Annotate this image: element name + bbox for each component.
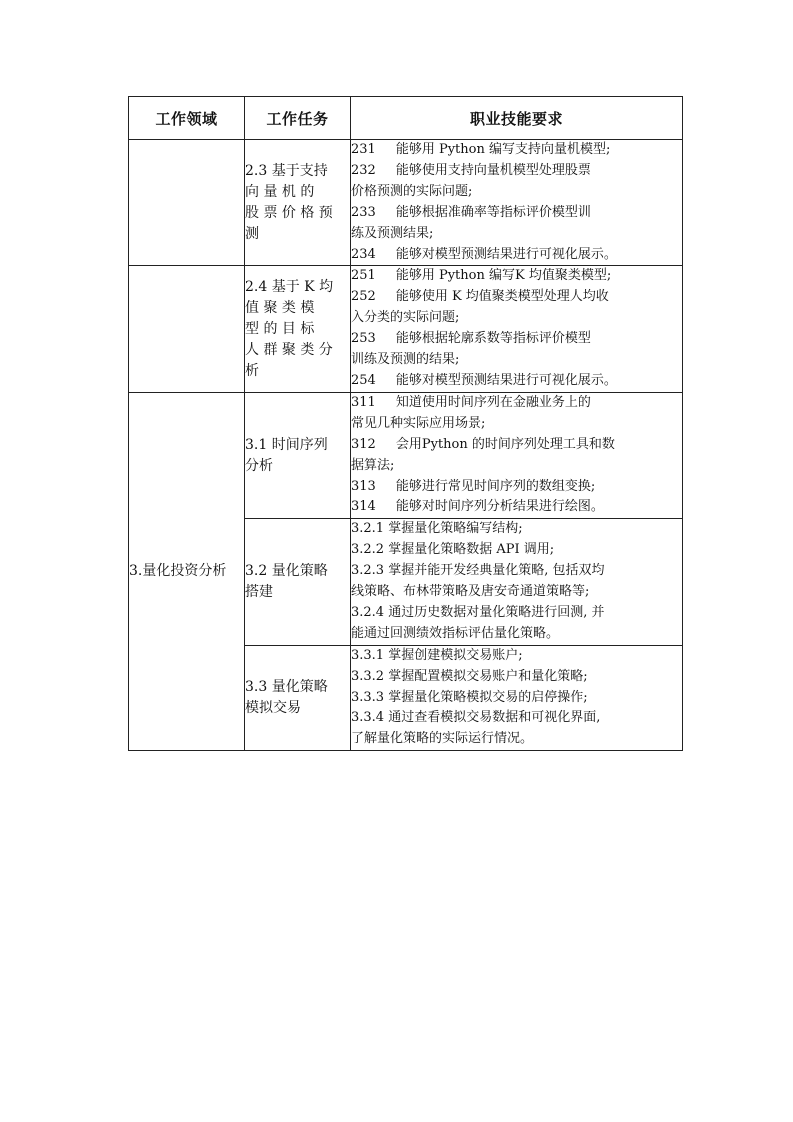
skills-cell [351, 645, 683, 751]
table-row [129, 140, 683, 266]
skill-text: 线策略、布林带策略及唐安奇通道策略等; [351, 584, 590, 600]
skill-text: 能够用 Python 编写支持向量机模型; [395, 142, 611, 157]
task-cell [245, 266, 351, 392]
skill-line [351, 161, 682, 182]
skill-number: 314 [351, 499, 376, 515]
header-domain: 工作领域 [129, 97, 245, 140]
skill-line [351, 393, 682, 414]
domain-cell: 3.量化投资分析 [129, 392, 245, 750]
skills-cell [351, 392, 683, 518]
skill-line [351, 414, 682, 435]
skill-line [351, 497, 682, 518]
skill-line [351, 203, 682, 224]
task-line: 人 群 聚 类 分 [245, 341, 333, 358]
task-line: 股 票 价 格 预 [245, 204, 333, 221]
skill-number: 252 [351, 289, 376, 305]
skill-text: 3.3.3 掌握量化策略模拟交易的启停操作; [351, 689, 588, 705]
domain-cell [129, 266, 245, 392]
skill-line [351, 582, 682, 603]
skill-text: 能够进行常见时间序列的数组变换; [395, 478, 596, 494]
skill-text: 3.2.4 通过历史数据对量化策略进行回测, 并 [351, 604, 605, 620]
skill-number: 312 [351, 436, 376, 452]
task-cell [245, 140, 351, 266]
task-line: 模拟交易 [245, 700, 301, 717]
skill-text: 能够根据轮廓系数等指标评价模型 [395, 331, 591, 347]
skills-requirements-table [128, 96, 683, 751]
skills-cell [351, 140, 683, 266]
skills-cell [351, 519, 683, 645]
skill-number: 234 [351, 246, 376, 262]
skill-text: 了解量化策略的实际运行情况。 [351, 731, 534, 747]
task-cell [245, 645, 351, 751]
skill-text: 能通过回测绩效指标评估量化策略。 [351, 625, 560, 641]
skill-line [351, 224, 682, 245]
skill-line [351, 603, 682, 624]
skill-line [351, 646, 682, 667]
skill-number: 231 [351, 142, 376, 157]
skill-text: 3.2.2 掌握量化策略数据 API 调用; [351, 542, 555, 558]
skill-text: 入分类的实际问题; [351, 310, 460, 326]
skill-text: 能够用 Python 编写K 均值聚类模型; [395, 268, 612, 284]
skill-line [351, 182, 682, 203]
skill-text: 据算法; [351, 457, 395, 473]
skill-number: 311 [351, 394, 376, 410]
task-line: 型 的 目 标 [245, 320, 315, 337]
skill-line [351, 350, 682, 371]
task-line: 值 聚 类 模 [245, 299, 315, 316]
skill-text: 价格预测的实际问题; [351, 183, 473, 199]
skill-number: 232 [351, 162, 376, 178]
skill-text: 3.2.3 掌握并能开发经典量化策略, 包括双均 [351, 563, 605, 579]
task-line: 3.2 量化策略 [245, 563, 328, 580]
skill-number: 253 [351, 331, 376, 347]
skill-line [351, 266, 682, 287]
skill-line [351, 688, 682, 709]
task-line: 向 量 机 的 [245, 183, 315, 200]
skill-line [351, 561, 682, 582]
header-skills: 职业技能要求 [351, 97, 683, 140]
skill-line [351, 329, 682, 350]
skill-line [351, 708, 682, 729]
skill-text: 能够使用支持向量机模型处理股票 [395, 162, 591, 178]
header-task: 工作任务 [245, 97, 351, 140]
table-row [129, 392, 683, 518]
skill-line [351, 540, 682, 561]
task-line: 析 [245, 362, 259, 379]
skill-text: 常见几种实际应用场景; [351, 415, 486, 431]
skill-text: 3.2.1 掌握量化策略编写结构; [351, 521, 523, 537]
skill-text: 会用Python 的时间序列处理工具和数 [395, 436, 615, 452]
skill-line [351, 245, 682, 266]
skill-number: 233 [351, 204, 376, 220]
skill-text: 能够对模型预测结果进行可视化展示。 [395, 246, 617, 262]
task-line: 3.1 时间序列 [245, 436, 328, 453]
skill-text: 训练及预测的结果; [351, 352, 460, 368]
task-cell [245, 519, 351, 645]
skill-text: 能够根据准确率等指标评价模型训 [395, 204, 591, 220]
skill-text: 3.3.4 通过查看模拟交易数据和可视化界面, [351, 710, 601, 726]
skill-text: 知道使用时间序列在金融业务上的 [395, 394, 591, 410]
skill-text: 3.3.2 掌握配置模拟交易账户和量化策略; [351, 668, 588, 684]
task-line: 3.3 量化策略 [245, 679, 328, 696]
skill-line [351, 371, 682, 392]
skill-line [351, 308, 682, 329]
skill-number: 254 [351, 372, 376, 388]
skill-line [351, 456, 682, 477]
task-line: 搭建 [245, 584, 273, 601]
task-cell [245, 392, 351, 518]
skill-line [351, 477, 682, 498]
domain-cell [129, 140, 245, 266]
task-line: 分析 [245, 457, 273, 474]
skill-line [351, 519, 682, 540]
skill-line [351, 287, 682, 308]
skill-text: 能够对时间序列分析结果进行绘图。 [395, 499, 604, 515]
task-line: 2.3 基于支持 [245, 162, 328, 179]
skills-cell [351, 266, 683, 392]
skill-number: 251 [351, 268, 376, 284]
skill-line [351, 140, 682, 161]
skill-text: 能够使用 K 均值聚类模型处理人均收 [395, 289, 609, 305]
header-row [129, 97, 683, 140]
skill-text: 3.3.1 掌握创建模拟交易账户; [351, 647, 523, 663]
skill-text: 能够对模型预测结果进行可视化展示。 [395, 372, 617, 388]
skill-text: 练及预测结果; [351, 225, 434, 241]
skill-line [351, 729, 682, 750]
skill-line [351, 435, 682, 456]
skill-line [351, 667, 682, 688]
table-row [129, 266, 683, 392]
skill-number: 313 [351, 478, 376, 494]
task-line: 测 [245, 225, 259, 242]
task-line: 2.4 基于 K 均 [245, 278, 334, 295]
skill-line [351, 624, 682, 645]
